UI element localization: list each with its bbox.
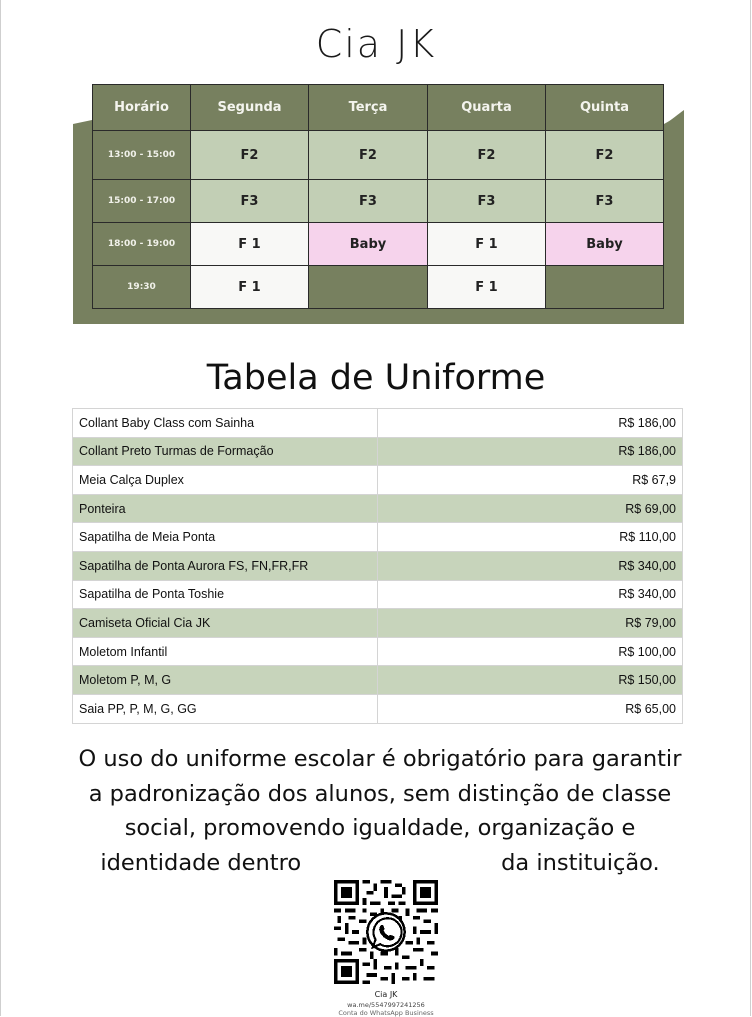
item-name: Saia PP, P, M, G, GG	[73, 694, 378, 723]
policy-line: social, promovendo igualdade, organização e	[124, 815, 636, 841]
item-name: Meia Calça Duplex	[73, 466, 378, 495]
class-cell: F2	[546, 131, 664, 180]
table-row	[73, 437, 683, 466]
item-name: Moletom Infantil	[73, 637, 378, 666]
table-row	[73, 609, 683, 638]
class-cell: F 1	[191, 266, 309, 309]
policy-line	[60, 846, 700, 881]
header-horario: Horário	[93, 85, 191, 131]
class-cell: F3	[428, 180, 546, 223]
schedule-row	[93, 223, 664, 266]
table-row	[73, 580, 683, 609]
uniform-table	[72, 408, 683, 724]
table-row	[73, 494, 683, 523]
item-price: R$ 110,00	[378, 523, 683, 552]
class-cell: F2	[309, 131, 428, 180]
item-price: R$ 186,00	[378, 437, 683, 466]
item-price: R$ 150,00	[378, 666, 683, 695]
qr-link[interactable]: wa.me/5547997241256	[347, 1001, 425, 1009]
class-cell: F 1	[428, 266, 546, 309]
class-cell: F 1	[428, 223, 546, 266]
item-price: R$ 65,00	[378, 694, 683, 723]
item-price: R$ 186,00	[378, 409, 683, 438]
item-price: R$ 340,00	[378, 580, 683, 609]
class-cell: F2	[191, 131, 309, 180]
table-row	[73, 523, 683, 552]
table-row	[73, 466, 683, 495]
whatsapp-qr-code[interactable]	[334, 880, 438, 984]
item-name: Sapatilha de Ponta Toshie	[73, 580, 378, 609]
item-price: R$ 69,00	[378, 494, 683, 523]
uniform-policy-text	[60, 742, 700, 880]
time-cell: 18:00 - 19:00	[93, 223, 191, 266]
schedule-row	[93, 266, 664, 309]
schedule-header-row	[93, 85, 664, 131]
item-name: Collant Preto Turmas de Formação	[73, 437, 378, 466]
header-terca: Terça	[309, 85, 428, 131]
qr-note: Conta do WhatsApp Business	[338, 1009, 434, 1017]
item-name: Collant Baby Class com Sainha	[73, 409, 378, 438]
header-segunda: Segunda	[191, 85, 309, 131]
uniform-title: Tabela de Uniforme	[206, 358, 546, 398]
item-price: R$ 340,00	[378, 551, 683, 580]
table-row	[73, 409, 683, 438]
class-cell: Baby	[309, 223, 428, 266]
policy-line: a padronização dos alunos, sem distinção de classe	[88, 780, 672, 807]
header-quarta: Quarta	[428, 85, 546, 131]
qr-name: Cia JK	[374, 990, 398, 999]
class-cell: F3	[309, 180, 428, 223]
item-name: Moletom P, M, G	[73, 666, 378, 695]
item-name: Sapatilha de Meia Ponta	[73, 523, 378, 552]
table-row	[73, 694, 683, 723]
item-price: R$ 100,00	[378, 637, 683, 666]
time-cell: 19:30	[93, 266, 191, 309]
time-cell: 13:00 - 15:00	[93, 131, 191, 180]
policy-line-end: da instituição.	[501, 849, 660, 876]
empty-cell	[546, 266, 664, 309]
table-row	[73, 637, 683, 666]
table-row	[73, 666, 683, 695]
schedule-row	[93, 180, 664, 223]
class-cell: F 1	[191, 223, 309, 266]
header-quinta: Quinta	[546, 85, 664, 131]
item-price: R$ 67,9	[378, 466, 683, 495]
page-title: Cia JK	[315, 22, 437, 66]
time-cell: 15:00 - 17:00	[93, 180, 191, 223]
table-row	[73, 551, 683, 580]
item-name: Camiseta Oficial Cia JK	[73, 609, 378, 638]
schedule-row	[93, 131, 664, 180]
class-cell: F3	[546, 180, 664, 223]
item-name: Sapatilha de Ponta Aurora FS, FN,FR,FR	[73, 551, 378, 580]
policy-line: O uso do uniforme escolar é obrigatório para garantir	[78, 746, 682, 772]
item-name: Ponteira	[73, 494, 378, 523]
empty-cell	[309, 266, 428, 309]
class-cell: Baby	[546, 223, 664, 266]
class-cell: F2	[428, 131, 546, 180]
policy-line-start: identidade dentro	[100, 849, 302, 876]
item-price: R$ 79,00	[378, 609, 683, 638]
class-cell: F3	[191, 180, 309, 223]
schedule-table	[92, 84, 664, 309]
